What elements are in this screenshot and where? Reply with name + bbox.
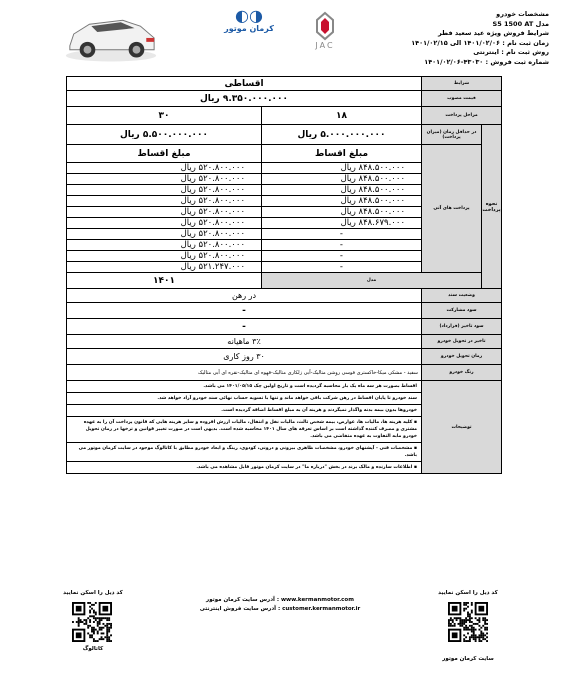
notes-row [67, 381, 502, 474]
installment-a: - [262, 240, 422, 251]
profit-row [67, 303, 502, 319]
colors-label: رنگ خودرو [422, 365, 502, 381]
conditions-label: شرایط [422, 77, 502, 91]
installment-b: ۵۲۰.۸۰۰.۰۰۰ ریال [67, 207, 262, 218]
delay-label: سود تاخیر (قرارداد) [422, 319, 502, 335]
car-image [62, 4, 160, 66]
guarantee-value: در رهن [67, 289, 422, 303]
months-b: ۳۰ [67, 107, 262, 125]
installment-a: ۸۴۸.۵۰۰.۰۰۰ ریال [262, 163, 422, 174]
qr-code-right[interactable] [448, 602, 488, 642]
sale-period: زمان ثبت نام : ۱۴۰۱/۰۲/۰۶ الی ۱۴۰۱/۰۲/۱۵ [411, 38, 549, 47]
header-info [339, 10, 549, 68]
price-value: ۹.۳۵۰.۰۰۰.۰۰۰ ریال [67, 91, 422, 107]
qr-code-left[interactable] [72, 602, 112, 642]
notes-label: توضیحات [422, 381, 502, 474]
notes-cell [67, 381, 422, 474]
months-a: ۱۸ [262, 107, 422, 125]
installment-header-row [67, 145, 502, 163]
installment-a: ۸۴۸.۵۰۰.۰۰۰ ریال [262, 185, 422, 196]
note-item: ▪ کلیه هزینه ها، مالیات ها، عوارض، بیمه شخص ثالث، مالیات نقل و انتقال، مالیات ارزش افزوده و سایر هزینه هایی که قانون پرداخت آن را به عهده مشتری و مصرف کننده گذاشته است بر اساس تعرفه های سال ۱۴۰۱ محاسبه شده است. بدیهی است در صورت تغییر قوانین و ترخها در زمان تحویل خودرو مابه التفاوت به عهده متقاضی می باشد. [67, 417, 421, 443]
delay-row [67, 319, 502, 335]
circular-number: شماره ثبت فروش : ۴۳۰۳۰-۱۴۰۱/۰۲/۰۶ [424, 57, 549, 66]
registration-method: روش ثبت نام : اینترنتی [473, 48, 549, 57]
support-line[interactable]: آدرس سایت فروش اینترنتی : customer.kermanmotor.ir [199, 606, 361, 612]
months-label: مراحل پرداخت [422, 107, 502, 125]
note-item: ▪ اطلاعات سازنده و مالک برند در بخش "درباره ما" در سایت کرمان موتور قابل مشاهده می باشد. [196, 465, 418, 470]
delivery-penalty-row [67, 335, 502, 349]
conditions-row [67, 77, 502, 91]
delivery-penalty-value: ۳٪ ماهیانه [67, 335, 422, 349]
installment-header-b: مبلغ اقساط [67, 145, 262, 163]
kerman-motor-logo [210, 8, 288, 48]
price-label: قیمت مصوب [422, 91, 502, 107]
sales-terms-table [66, 76, 502, 474]
installment-b: ۵۲۱.۲۴۷.۰۰۰ ریال [67, 262, 262, 273]
qr-right-caption-bottom: سایت کرمان موتور [442, 656, 494, 662]
sale-type: شرایط فروش ویژه عید سعید فطر [438, 29, 549, 38]
address-line[interactable]: آدرس سایت کرمان موتور : www.kermanmotor.com [206, 597, 354, 603]
installment-b: ۵۲۰.۸۰۰.۰۰۰ ریال [67, 196, 262, 207]
profit-label: سود مشارکت [422, 303, 502, 319]
brand-name: کرمان موتور [224, 24, 274, 33]
prepay-row [67, 125, 502, 145]
note-item: ▪ مشخصات فنی - آپشنهای خودرو، مشخصات ظاهری بیرونی و درونی، کودوی، رینگ و ابعاد خودرو مطابق با کاتالوگ موجود در سایت کرمان موتور می باشد. [67, 443, 421, 462]
wave-icon: ◐◑ [235, 6, 263, 25]
installment-b: ۵۲۰.۸۰۰.۰۰۰ ریال [67, 229, 262, 240]
months-row [67, 107, 502, 125]
notes-list [67, 381, 421, 473]
prepay-a: ۵.۰۰۰.۰۰۰.۰۰۰ ریال [262, 125, 422, 145]
installment-a: - [262, 229, 422, 240]
delivery-time-value: ۳۰ روز کاری [67, 349, 422, 365]
delivery-time-label: زمان تحویل خودرو [422, 349, 502, 365]
svg-text:JAC: JAC [315, 41, 335, 50]
prepay-b: ۵.۵۰۰.۰۰۰.۰۰۰ ریال [67, 125, 262, 145]
guarantee-label: وضعیت سند [422, 289, 502, 303]
installment-b: ۵۲۰.۸۰۰.۰۰۰ ریال [67, 240, 262, 251]
delay-value: - [67, 319, 422, 335]
delivery-time-row [67, 349, 502, 365]
installment-a: ۸۴۸.۶۷۹.۰۰۰ ریال [262, 218, 422, 229]
installment-b: ۵۲۰.۸۰۰.۰۰۰ ریال [67, 251, 262, 262]
installment-b: ۵۲۰.۸۰۰.۰۰۰ ریال [67, 174, 262, 185]
installment-a: ۸۴۸.۵۰۰.۰۰۰ ریال [262, 207, 422, 218]
installment-a: - [262, 251, 422, 262]
installment-label: پرداخت های آتی [422, 145, 482, 273]
installment-b: ۵۲۰.۸۰۰.۰۰۰ ریال [67, 218, 262, 229]
model-year-label: مدل [262, 273, 482, 289]
model-year-value: ۱۴۰۱ [67, 273, 262, 289]
installment-a: ۸۴۸.۵۰۰.۰۰۰ ریال [262, 196, 422, 207]
delivery-penalty-label: تاخیر در تحویل خودرو [422, 335, 502, 349]
colors-row [67, 365, 502, 381]
model-line: مدل S5 1500 AT [492, 19, 549, 28]
installment-b: ۵۲۰.۸۰۰.۰۰۰ ریال [67, 185, 262, 196]
qr-left-caption-top: کد ذیل را اسکن نمایید [63, 590, 123, 596]
colors-value: سفید - مشکی میکا-خاکستری فوسی روشن متالیک-آبی زلکاری متالیک-قهوه ای متالیک-نقره ای آبی متالیک [67, 365, 422, 381]
guarantee-row [67, 289, 502, 303]
installment-a: ۸۴۸.۵۰۰.۰۰۰ ریال [262, 174, 422, 185]
model-year-row [67, 273, 502, 289]
profit-value: - [67, 303, 422, 319]
payment-section-label: نحوه پرداخت [482, 125, 502, 289]
note-item: سند خودرو تا پایان اقساط در رهن شرکت باقی خواهد ماند و تنها با تسویه حساب نهائی سند خودرو آزاد خواهد شد. [67, 393, 421, 405]
conditions-value: اقساطی [67, 77, 422, 91]
qr-left-caption-bottom: کاتالوگ [82, 646, 104, 652]
installment-header-a: مبلغ اقساط [262, 145, 422, 163]
qr-right-caption-top: کد ذیل را اسکن نمایید [438, 590, 498, 596]
price-row [67, 91, 502, 107]
note-item: خودروها بدون بیمه بدنه واگذار نمیگردند و هزینه آن به مبلغ اقساط اضافه گردیده است. [67, 405, 421, 417]
installment-b: ۵۲۰.۸۰۰.۰۰۰ ریال [67, 163, 262, 174]
prepay-label: در حداقل زمان (میزان پرداخت) [422, 125, 482, 145]
installment-a: - [262, 262, 422, 273]
doc-title: مشخصات خودرو [496, 10, 549, 18]
note-item: اقساط بصورت هر سه ماه یک بار محاسبه گردیده است و تاریخ اولین چک ۱۴۰۱/۰۵/۱۵ می باشد. [67, 381, 421, 393]
